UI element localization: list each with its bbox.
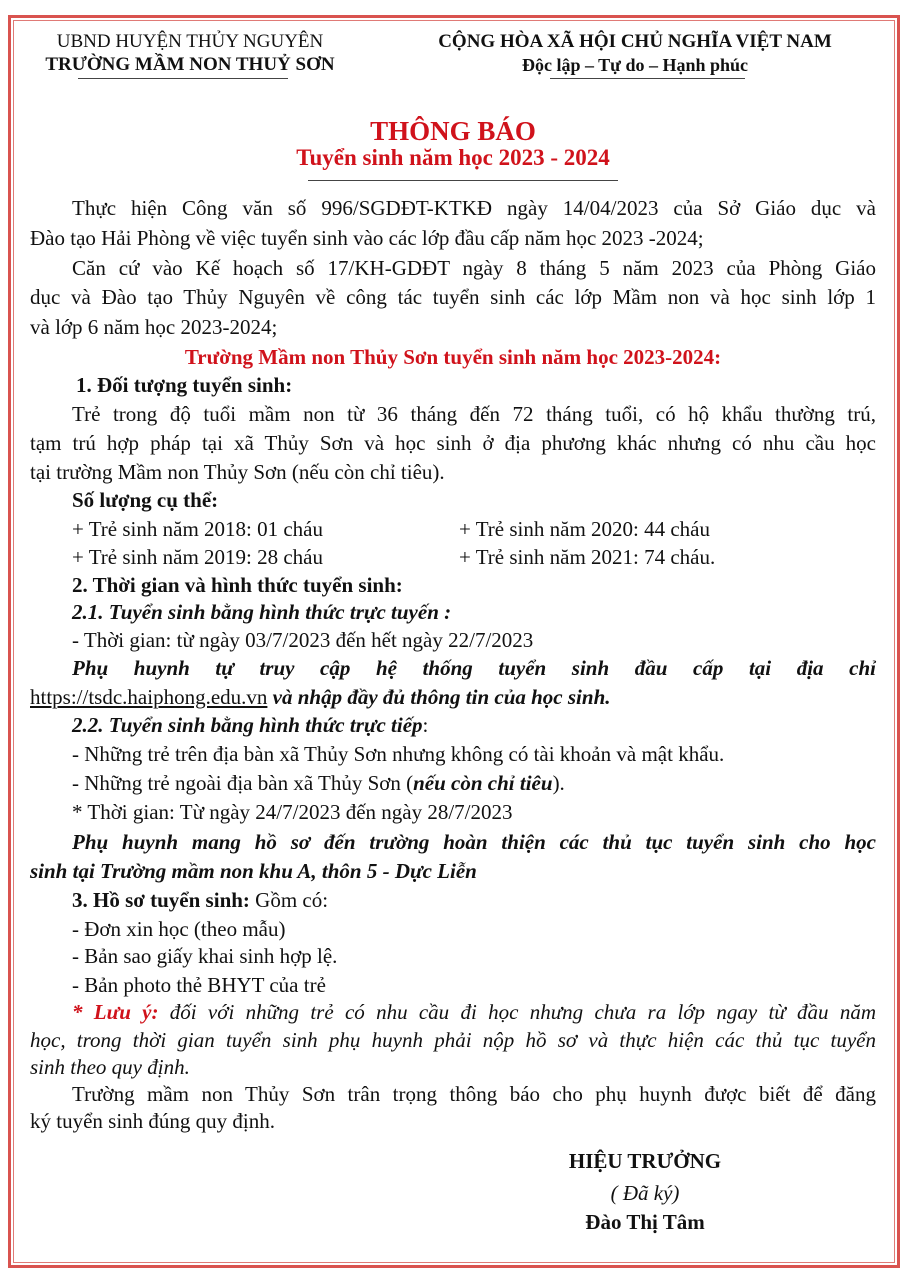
paragraph-line: Phụ huynh tự truy cập hệ thống tuyển sinh đầu cấp tại địa chỉ <box>72 656 876 680</box>
section-heading: Trường Mầm non Thủy Sơn tuyển sinh năm học 2023-2024: <box>184 345 722 369</box>
note-label: * Lưu ý: <box>72 1000 159 1024</box>
registration-link[interactable]: https://tsdc.haiphong.edu.vn <box>30 685 268 709</box>
list-item: - Đơn xin học (theo mẫu) <box>72 917 286 941</box>
paragraph-line: tạm trú hợp pháp tại xã Thủy Sơn và học sinh ở địa phương khác nhưng có nhu cầu học <box>30 431 876 455</box>
section-3-heading: 3. Hồ sơ tuyển sinh: <box>72 888 250 912</box>
section-2-heading: 2. Thời gian và hình thức tuyển sinh: <box>72 573 403 597</box>
count-item: + Trẻ sinh năm 2019: 28 cháu <box>72 545 324 569</box>
doc-subtitle: Tuyển sinh năm học 2023 - 2024 <box>296 145 610 170</box>
paragraph-text: - Những trẻ ngoài địa bàn xã Thủy Sơn ( <box>72 771 414 795</box>
signature-name: Đào Thị Tâm <box>585 1210 705 1234</box>
paragraph-line: tại trường Mầm non Thủy Sơn (nếu còn chỉ tiêu). <box>30 460 445 484</box>
paragraph-line: Phụ huynh mang hồ sơ đến trường hoàn thiện các thủ tục tuyển sinh cho học <box>72 830 876 854</box>
signature-role: HIỆU TRƯỞNG <box>568 1149 722 1173</box>
section-2-2-heading: 2.2. Tuyển sinh bằng hình thức trực tiếp <box>72 713 423 737</box>
national-title: CỘNG HÒA XÃ HỘI CHỦ NGHĨA VIỆT NAM <box>438 31 832 52</box>
paragraph-line: - Những trẻ trên địa bàn xã Thủy Sơn nhưng không có tài khoản và mật khẩu. <box>72 742 725 766</box>
paragraph-text: và nhập đầy đủ thông tin của học sinh. <box>267 685 611 709</box>
paragraph-text: ). <box>552 771 565 795</box>
paragraph-line: Trẻ trong độ tuổi mầm non từ 36 tháng đến 72 tháng tuổi, có hộ khẩu thường trú, <box>72 402 876 426</box>
signature-status: ( Đã ký) <box>610 1181 680 1205</box>
count-item: + Trẻ sinh năm 2018: 01 cháu <box>72 517 324 541</box>
list-item: - Bản sao giấy khai sinh hợp lệ. <box>72 944 338 968</box>
list-item: - Bản photo thẻ BHYT của trẻ <box>72 973 326 997</box>
section-2-1-heading: 2.1. Tuyển sinh bằng hình thức trực tuyến : <box>72 600 452 624</box>
paragraph-text: nếu còn chỉ tiêu <box>413 771 553 795</box>
national-motto: Độc lập – Tự do – Hạnh phúc <box>521 55 749 75</box>
paragraph-line: và lớp 6 năm học 2023-2024; <box>30 315 278 339</box>
paragraph-line: Căn cứ vào Kế hoạch số 17/KH-GDĐT ngày 8 tháng 5 năm 2023 của Phòng Giáo <box>72 256 876 280</box>
paragraph-line: ký tuyển sinh đúng quy định. <box>30 1109 275 1133</box>
paragraph-line: học, trong thời gian tuyển sinh phụ huynh phải nộp hồ sơ và thực hiện các thủ tục tuyển <box>30 1028 876 1052</box>
paragraph-text: Gồm có: <box>249 888 329 912</box>
school-name: TRƯỜNG MẦM NON THUỶ SƠN <box>45 54 335 75</box>
paragraph-line: Thực hiện Công văn số 996/SGDĐT-KTKĐ ngày 14/04/2023 của Sở Giáo dục và <box>72 196 876 220</box>
count-item: + Trẻ sinh năm 2021: 74 cháu. <box>459 545 716 569</box>
section-1-heading: 1. Đối tượng tuyển sinh: <box>76 373 293 397</box>
colon: : <box>422 713 429 737</box>
org-name: UBND HUYỆN THỦY NGUYÊN <box>56 31 324 52</box>
count-item: + Trẻ sinh năm 2020: 44 cháu <box>459 517 711 541</box>
paragraph-line: Đào tạo Hải Phòng về việc tuyển sinh vào các lớp đầu cấp năm học 2023 -2024; <box>30 226 704 250</box>
paragraph-line: sinh theo quy định. <box>30 1055 190 1079</box>
paragraph-line: - Thời gian: từ ngày 03/7/2023 đến hết ngày 22/7/2023 <box>72 628 534 652</box>
paragraph-line: * Thời gian: Từ ngày 24/7/2023 đến ngày 28/7/2023 <box>72 800 513 824</box>
paragraph-line: sinh tại Trường mầm non khu A, thôn 5 - Dực Liễn <box>30 859 477 883</box>
paragraph-line: dục và Đào tạo Thủy Nguyên về công tác tuyển sinh các lớp Mầm non và học sinh lớp 1 <box>30 285 876 309</box>
paragraph-text: đối với những trẻ có nhu cầu đi học nhưng chưa ra lớp ngay từ đầu năm <box>158 1000 876 1024</box>
count-heading: Số lượng cụ thể: <box>72 488 219 512</box>
paragraph-line: Trường mầm non Thủy Sơn trân trọng thông báo cho phụ huynh được biết để đăng <box>72 1082 876 1106</box>
doc-title: THÔNG BÁO <box>370 116 536 146</box>
